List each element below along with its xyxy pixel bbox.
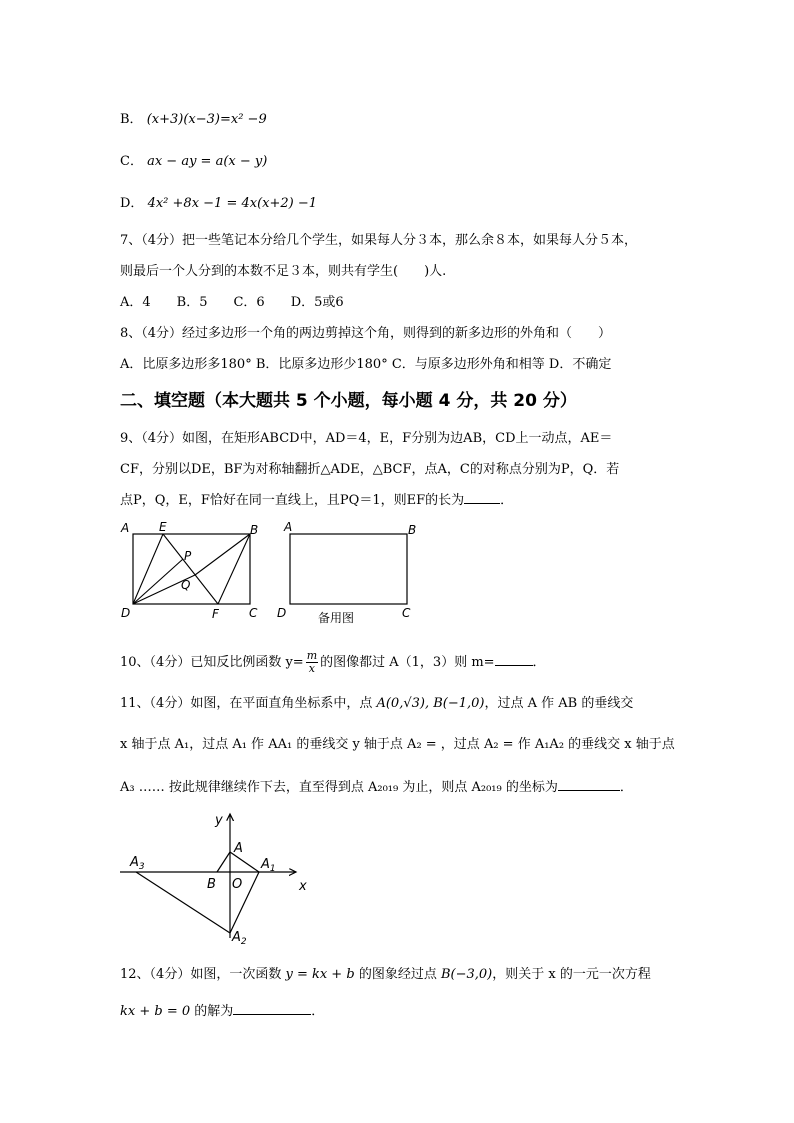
q10-line bbox=[120, 650, 546, 675]
line-bf bbox=[218, 534, 250, 604]
option-label: B． bbox=[120, 112, 143, 127]
q11-line2: x 轴于点 A₁，过点 A₁ 作 AA₁ 的垂线交 y 轴于点 A₂ = ，过点 A₂ = 作 A₁A₂ 的垂线交 x 轴于点 bbox=[120, 737, 675, 752]
label-a: A bbox=[234, 841, 243, 856]
label-p: P bbox=[184, 549, 192, 563]
q12-line1-mid: 的图象经过点 bbox=[358, 967, 437, 982]
option-label: D． bbox=[120, 196, 144, 211]
option-math: 4x² +8x −1 = 4x(x+2) −1 bbox=[147, 196, 318, 211]
q9-line1: 9、（4分）如图，在矩形ABCD中，AD＝4，E，F分别为边AB，CD上一动点，AE＝ bbox=[120, 431, 613, 446]
rect-abcd bbox=[133, 534, 250, 604]
label-x: x bbox=[299, 879, 307, 894]
label-c: C bbox=[249, 606, 258, 620]
q12-line1 bbox=[120, 963, 651, 982]
q12-line2 bbox=[120, 1000, 324, 1019]
label-a1: $A_1$ bbox=[261, 857, 276, 874]
label-a: A bbox=[284, 520, 293, 534]
spare-caption: 备用图 bbox=[318, 611, 355, 625]
q10-end: ． bbox=[532, 655, 546, 670]
answer-blank bbox=[464, 503, 500, 504]
q8-line1: 8、（4分）经过多边形一个角的两边剪掉这个角，则得到的新多边形的外角和（ ） bbox=[120, 326, 612, 341]
q11-line1-pre: 11、（4分）如图，在平面直角坐标系中，点 bbox=[120, 696, 373, 711]
label-d: D bbox=[121, 606, 131, 620]
answer-blank bbox=[495, 665, 533, 666]
line-de bbox=[133, 534, 163, 604]
section-heading: 二、填空题（本大题共 5 个小题，每小题 4 分，共 20 分） bbox=[120, 391, 577, 411]
answer-blank bbox=[558, 790, 620, 791]
point-b: B(−3,0) bbox=[440, 967, 493, 982]
q11-figure bbox=[118, 808, 318, 948]
q9-line3-end: ． bbox=[500, 493, 514, 508]
q7-line2: 则最后一个人分到的本数不足３本，则共有学生( )人. bbox=[120, 264, 447, 279]
label-a2: $A_2$ bbox=[232, 930, 247, 947]
label-b: B bbox=[250, 523, 259, 537]
label-y: y bbox=[215, 813, 223, 828]
label-d: D bbox=[277, 606, 287, 620]
label-a3: $A_3$ bbox=[130, 855, 145, 872]
q9-line3 bbox=[120, 489, 513, 508]
option-math: (x+3)(x−3)=x² −9 bbox=[146, 112, 267, 127]
q10-post: 的图像都过 A（1，3）则 m= bbox=[320, 655, 495, 670]
option-label: C． bbox=[120, 154, 143, 169]
option-math: ax − ay = a(x − y) bbox=[147, 154, 268, 169]
label-q: Q bbox=[181, 578, 191, 592]
q10-pre: 10、（4分）已知反比例函数 y= bbox=[120, 655, 304, 670]
q12-line2-post: 的解为 bbox=[194, 1004, 234, 1019]
q8-options: A．比原多边形多180° B．比原多边形少180° C．与原多边形外角和相等 D．不确定 bbox=[120, 357, 612, 372]
line-dp bbox=[133, 559, 183, 604]
answer-blank bbox=[233, 1014, 311, 1015]
label-b: B bbox=[408, 523, 417, 537]
q11-line3-pre: A₃ …… 按此规律继续作下去，直至得到点 A₂₀₁₉ 为止，则点 A₂₀₁₉ 的坐标为 bbox=[120, 780, 558, 795]
label-e: E bbox=[159, 520, 167, 534]
point-a: A(0,√3), bbox=[376, 696, 430, 711]
function-expr: y = kx + b bbox=[285, 967, 355, 982]
q7-line1: 7、（4分）把一些笔记本分给几个学生，如果每人分３本，那么余８本，如果每人分５本， bbox=[120, 233, 638, 248]
q11-line1-post: ，过点 A 作 AB 的垂线交 bbox=[484, 696, 634, 711]
label-o: O bbox=[232, 877, 243, 892]
q9-figure bbox=[115, 518, 425, 630]
q12-line1-pre: 12、（4分）如图，一次函数 bbox=[120, 967, 282, 982]
q9-line3-text: 点P，Q，E，F恰好在同一直线上，且PQ＝1，则EF的长为 bbox=[120, 493, 465, 508]
q9-line2: CF，分别以DE，BF为对称轴翻折△ADE，△BCF，点A，C的对称点分别为P，Q．若 bbox=[120, 462, 620, 477]
label-f: F bbox=[212, 607, 219, 621]
label-b: B bbox=[207, 877, 216, 892]
option-d bbox=[120, 192, 317, 211]
equation: kx + b = 0 bbox=[120, 1004, 191, 1019]
q11-line3 bbox=[120, 776, 633, 795]
q11-line1 bbox=[120, 692, 633, 711]
q12-line1-post: ，则关于 x 的一元一次方程 bbox=[492, 967, 651, 982]
point-b: B(−1,0) bbox=[433, 696, 485, 711]
q7-options: A．4 B．5 C．6 D．5或6 bbox=[120, 295, 344, 310]
q11-line3-end: ． bbox=[619, 780, 633, 795]
fraction-denominator: x bbox=[308, 662, 316, 675]
label-a: A bbox=[121, 521, 130, 535]
fraction bbox=[306, 650, 318, 675]
rect-spare bbox=[290, 534, 407, 604]
label-c: C bbox=[402, 606, 411, 620]
option-b bbox=[120, 108, 267, 127]
fraction-numerator: m bbox=[306, 649, 318, 662]
segment-ab bbox=[217, 852, 230, 872]
q12-line2-end: ． bbox=[311, 1004, 325, 1019]
line-qb bbox=[195, 534, 250, 575]
option-c bbox=[120, 150, 267, 169]
